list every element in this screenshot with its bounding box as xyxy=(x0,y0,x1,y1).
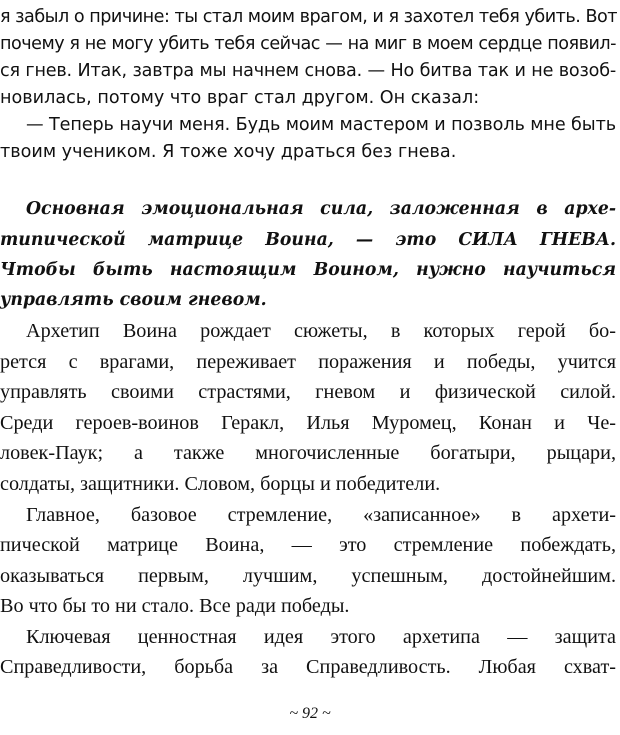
text-line: Ключевая ценностная идея этого архетипа — защита xyxy=(26,626,616,648)
text-line: ловек-Паук; а также многочисленные богатыри, рыцари, xyxy=(0,442,616,464)
text-line: Во что бы то ни стало. Все ради победы. xyxy=(0,595,350,617)
text-line: новилась, потому что враг стал другом. Он сказал: xyxy=(0,88,480,108)
text-line: пической матрице Воина, — это стремление побеждать, xyxy=(0,534,616,556)
emphasis-line: управлять своим гневом. xyxy=(0,290,267,310)
text-line: солдаты, защитники. Словом, борцы и победители. xyxy=(0,473,441,495)
text-line: твоим учеником. Я тоже хочу драться без гнева. xyxy=(0,142,457,162)
text-line: ся гнев. Итак, завтра мы начнем снова. — Но битва так и не возоб- xyxy=(0,61,616,81)
emphasis-line: типической матрице Воина, — это СИЛА ГНЕВА. xyxy=(0,230,616,250)
text-line: оказываться первым, лучшим, успешным, достойнейшим. xyxy=(0,565,616,587)
page-number: ~ 92 ~ xyxy=(289,705,331,722)
emphasis-line: Основная эмоциональная сила, заложенная в архе- xyxy=(26,199,616,219)
text-line: рется с врагами, переживает поражения и победы, учится xyxy=(0,351,616,373)
text-line: — Теперь научи меня. Будь моим мастером и позволь мне быть xyxy=(26,115,616,135)
emphasis-line: Чтобы быть настоящим Воином, нужно научиться xyxy=(0,260,616,280)
text-line: Главное, базовое стремление, «записанное» в архети- xyxy=(26,504,616,526)
text-line: Справедливости, борьба за Справедливость. Любая схват- xyxy=(0,656,616,678)
text-line: Архетип Воина рождает сюжеты, в которых герой бо- xyxy=(26,320,616,342)
text-line: управлять своими страстями, гневом и физической силой. xyxy=(0,381,616,403)
text-line: почему я не могу убить тебя сейчас — на миг в моем сердце появил- xyxy=(0,34,616,54)
text-line: Среди героев-воинов Геракл, Илья Муромец, Конан и Че- xyxy=(0,412,616,434)
text-line: я забыл о причине: ты стал моим врагом, и я захотел тебя убить. Вот xyxy=(0,7,618,27)
